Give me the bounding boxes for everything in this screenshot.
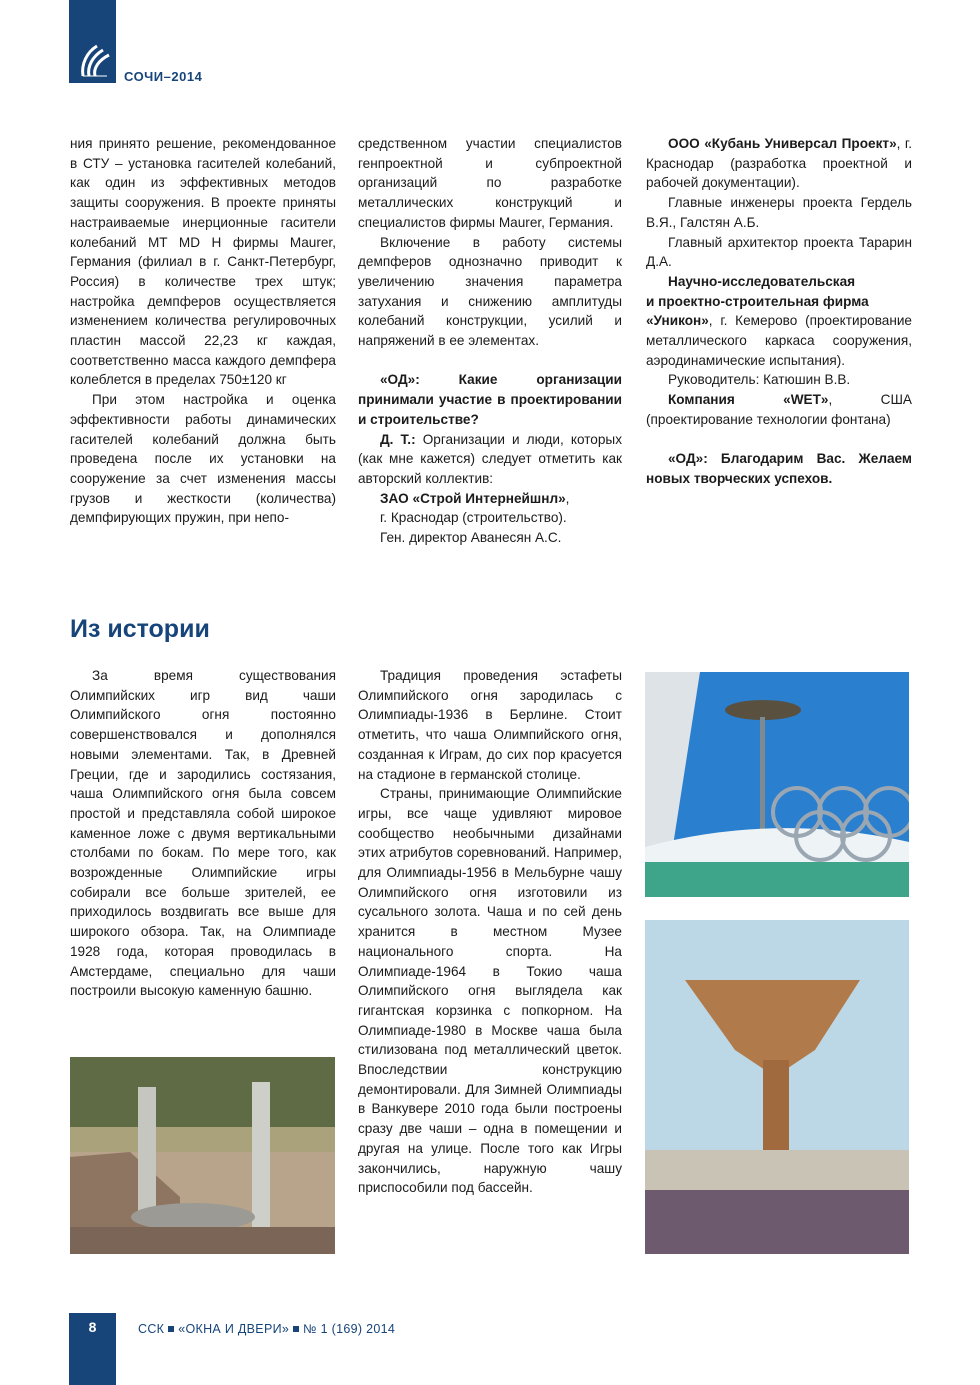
paragraph: За время существования Олимпийских игр вид чаши Олимпийского огня постоянно совершенствовался и дополнялся новыми элементами. Так, в Древней Греции, где и зародились состязания, чаша Олимпийского огня была совсем простой и представляла собой широкое каменное ложе с двумя вертикальными столбами по бокам. По мере того, как возрожденные Олимпийские игры собирали все больше зрителей, ее приходилось воздвигать все выше для широкого обзора. Так, на Олимпиаде 1928 года, которая проводилась в Амстердаме, специально для чаши построили высокую каменную башню.	[70, 668, 336, 999]
history-column-1	[70, 666, 336, 1001]
olympic-rings-cauldron-photo	[645, 672, 909, 897]
paragraph: При этом настройка и оценка эффективности работы динамических гасителей колебаний должна быть проведена после их установки на сооружение за счет изменения массы грузов и жесткости (количества) демпфирующих пружин, при непо-	[70, 392, 336, 526]
copper-flower-cauldron-photo	[645, 920, 909, 1254]
org-heading: и проектно-строительная фирма	[646, 293, 869, 309]
interview-column-2	[358, 134, 622, 548]
org-city: г. Краснодар (строительство).	[380, 510, 567, 526]
org-entry: «Уникон», г. Кемерово (проектирование металлического каркаса сооружения, аэродинамические испытания).	[646, 313, 912, 368]
org-heading: Научно-исследовательская	[668, 273, 856, 289]
interview-column-3	[646, 134, 912, 489]
interview-question: «ОД»: Какие организации принимали участие в проектировании и строительстве?	[358, 372, 622, 427]
ancient-stone-altar-photo	[70, 1057, 335, 1254]
section-heading: Из истории	[70, 615, 210, 643]
org-entry: Компания «WET», США (проектирование технологии фонтана)	[646, 392, 912, 427]
paragraph: Страны, принимающие Олимпийские игры, все чаще удивляют мировое сообщество необычными дизайнами этих атрибутов соревнований. Например, для Олимпиады-1956 в Мельбурне чашу Олимпийского огня изготовили из сусального золота. Чаша и по сей день хранится в местном Музее национального спорта. На Олимпиаде-1964 в Токио чаша Олимпийского огня выглядела как гигантская корзинка с попкорном. На Олимпиаде-1980 в Москве чаша была стилизована под металлический цветок. Впоследствии конструкцию демонтировали. Для Зимней Олимпиады в Ванкувере 2010 года были построены сразу две чаши – одна в помещении и другая на улице. После того как Игры закончились, наружную чашу приспособили под бассейн.	[358, 786, 622, 1196]
header-blue-bar	[69, 0, 116, 83]
paragraph: ния принято решение, рекомендованное в СТУ – установка гасителей колебаний, как один из эффективных методов защиты сооружения. В проекте приняты настраиваемые инерционные гасители колебаний MT MD H фирмы Maurer, Германия (филиал в г. Санкт-Петербург, Россия) в количестве трех штук; настройка демпферов осуществляется изменением количества регулировочных пластин массой 22,23 кг каждая, соответственно масса каждого демпфера колеблется в пределах 750±120 кг	[70, 136, 336, 388]
interview-column-1	[70, 134, 336, 528]
page-number: 8	[88, 1319, 97, 1335]
paragraph: Руководитель: Катюшин В.В.	[668, 372, 851, 388]
paragraph: Традиция проведения эстафеты Олимпийского огня зародилась с Олимпиады-1936 в Берлине. Стоит отметить, что чаша Олимпийского огня, созданная к Играм, до сих пор красуется на стадионе в германской столице.	[358, 668, 622, 782]
org-entry: ООО «Кубань Универсал Проект», г. Краснодар (разработка проектной и рабочей документации).	[646, 136, 912, 191]
paragraph: Главные инженеры проекта Гердель В.Я., Галстян А.Б.	[646, 195, 912, 230]
separator-square-icon	[168, 1326, 174, 1332]
org-name: ЗАО «Строй Интернейшнл»,	[380, 490, 570, 506]
separator-square-icon	[293, 1326, 299, 1332]
interview-answer: Д. Т.: Организации и люди, которых (как мне кажется) следует отметить как авторский коллектив:	[358, 431, 622, 486]
history-column-2	[358, 666, 622, 1198]
paragraph: Главный архитектор проекта Тарарин Д.А.	[646, 234, 912, 270]
section-label: СОЧИ–2014	[124, 69, 203, 84]
footer-blue-bar	[69, 1313, 116, 1385]
publication-info: ССК «ОКНА И ДВЕРИ» № 1 (169) 2014	[138, 1322, 396, 1336]
paragraph: средственном участии специалистов генпроектной и субпроектной организаций по разработке металлических конструкций и специалистов фирмы Maurer, Германия.	[358, 136, 622, 230]
magazine-logo-icon	[77, 38, 111, 78]
closing-remark: «ОД»: Благодарим Вас. Желаем новых творческих успехов.	[646, 451, 912, 486]
org-director: Ген. директор Аванесян А.С.	[380, 530, 562, 546]
paragraph: Включение в работу системы демпферов однозначно приводит к увеличению значения параметра затухания и снижению амплитуды колебаний конструкции, усилий и напряжений в ее элементах.	[358, 234, 622, 349]
